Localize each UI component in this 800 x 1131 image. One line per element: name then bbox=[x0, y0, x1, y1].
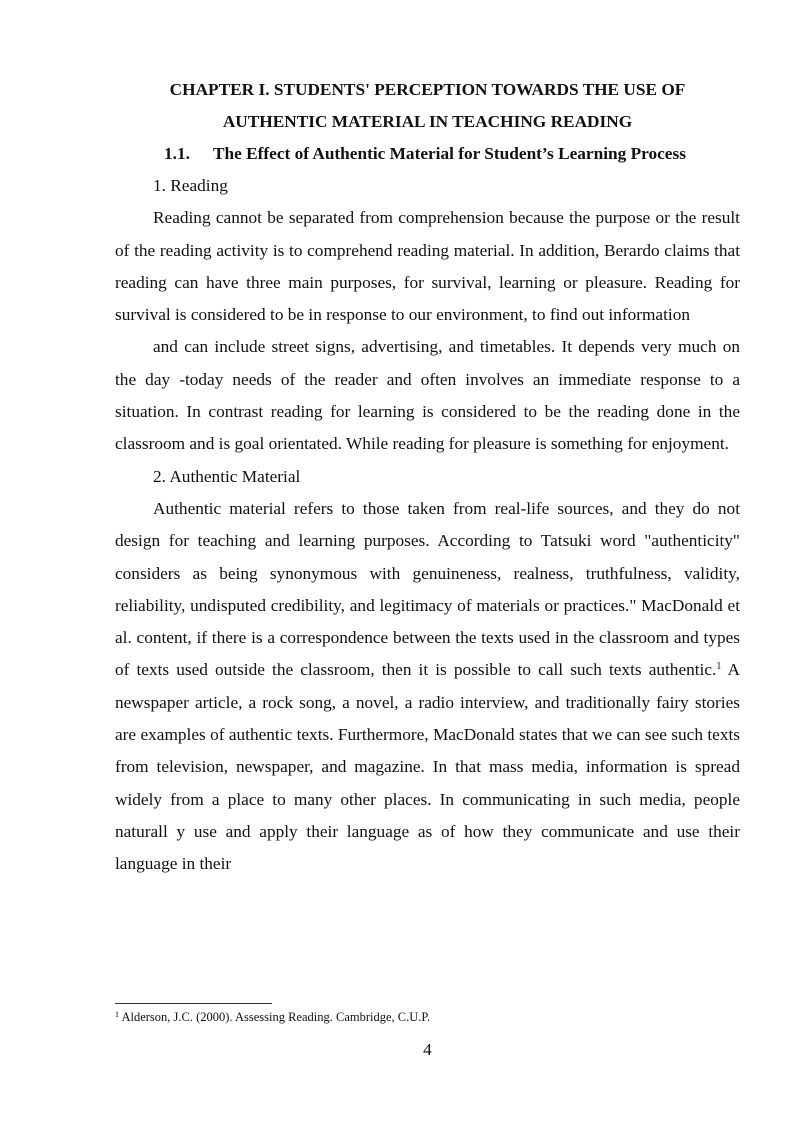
subsection-heading-authentic-material: 2. Authentic Material bbox=[153, 466, 301, 486]
footnote-text: Alderson, J.C. (2000). Assessing Reading. Cambridge, C.U.P. bbox=[121, 1010, 431, 1024]
footnote bbox=[115, 1009, 430, 1025]
body-text bbox=[115, 170, 740, 881]
chapter-title-line-1: CHAPTER I. STUDENTS' PERCEPTION TOWARDS THE USE OF bbox=[169, 80, 686, 99]
paragraph-authentic-material bbox=[115, 493, 740, 881]
page-number: 4 bbox=[423, 1040, 432, 1059]
paragraph-authentic-examples: A newspaper article, a rock song, a novel, a radio interview, and traditionally fairy stories are examples of authentic texts. Furthermore, MacDonald states that we can see such texts from television, newspaper, and magazine. In that mass media, information is spread widely from a place to many other places. In communicating in such media, people naturall y use and apply their language as of how they communicate and use their language in their bbox=[115, 660, 740, 874]
paragraph-reading-types: and can include street signs, advertising, and timetables. It depends very much on the day -today needs of the reader and often involves an immediate response to a situation. In contrast reading for learning is considered to be the reading done in the classroom and is goal orientated. While reading for pleasure is something for enjoyment. bbox=[115, 337, 740, 454]
paragraph-authentic-definition: Authentic material refers to those taken from real-life sources, and they do not design for teaching and learning purposes. According to Tatsuki word "authenticity" considers as being synonymous with genuineness, realness, truthfulness, validity, reliability, undisputed credibility, and legitimacy of materials or practices." MacDonald et al. content, if there is a correspondence between the texts used in the classroom and types of texts used outside the classroom, then it is possible to call such texts authentic. bbox=[115, 498, 740, 680]
footnote-marker: 1 bbox=[115, 1010, 119, 1019]
chapter-title bbox=[100, 74, 755, 139]
paragraph-reading-purposes: Reading cannot be separated from comprehension because the purpose or the result of the reading activity is to comprehend reading material. In addition, Berardo claims that reading can have three main purposes, for survival, learning or pleasure. Reading for survival is considered to be in response to our environment, to find out information bbox=[115, 208, 740, 325]
chapter-title-line-2: AUTHENTIC MATERIAL IN TEACHING READING bbox=[222, 112, 633, 132]
footnote-divider bbox=[115, 1003, 272, 1004]
section-heading bbox=[164, 138, 686, 170]
subsection-heading-reading: 1. Reading bbox=[153, 176, 228, 195]
footnote-reference[interactable]: 1 bbox=[716, 661, 722, 673]
section-number: 1.1. bbox=[164, 144, 190, 163]
section-title: The Effect of Authentic Material for Student’s Learning Process bbox=[213, 144, 686, 163]
